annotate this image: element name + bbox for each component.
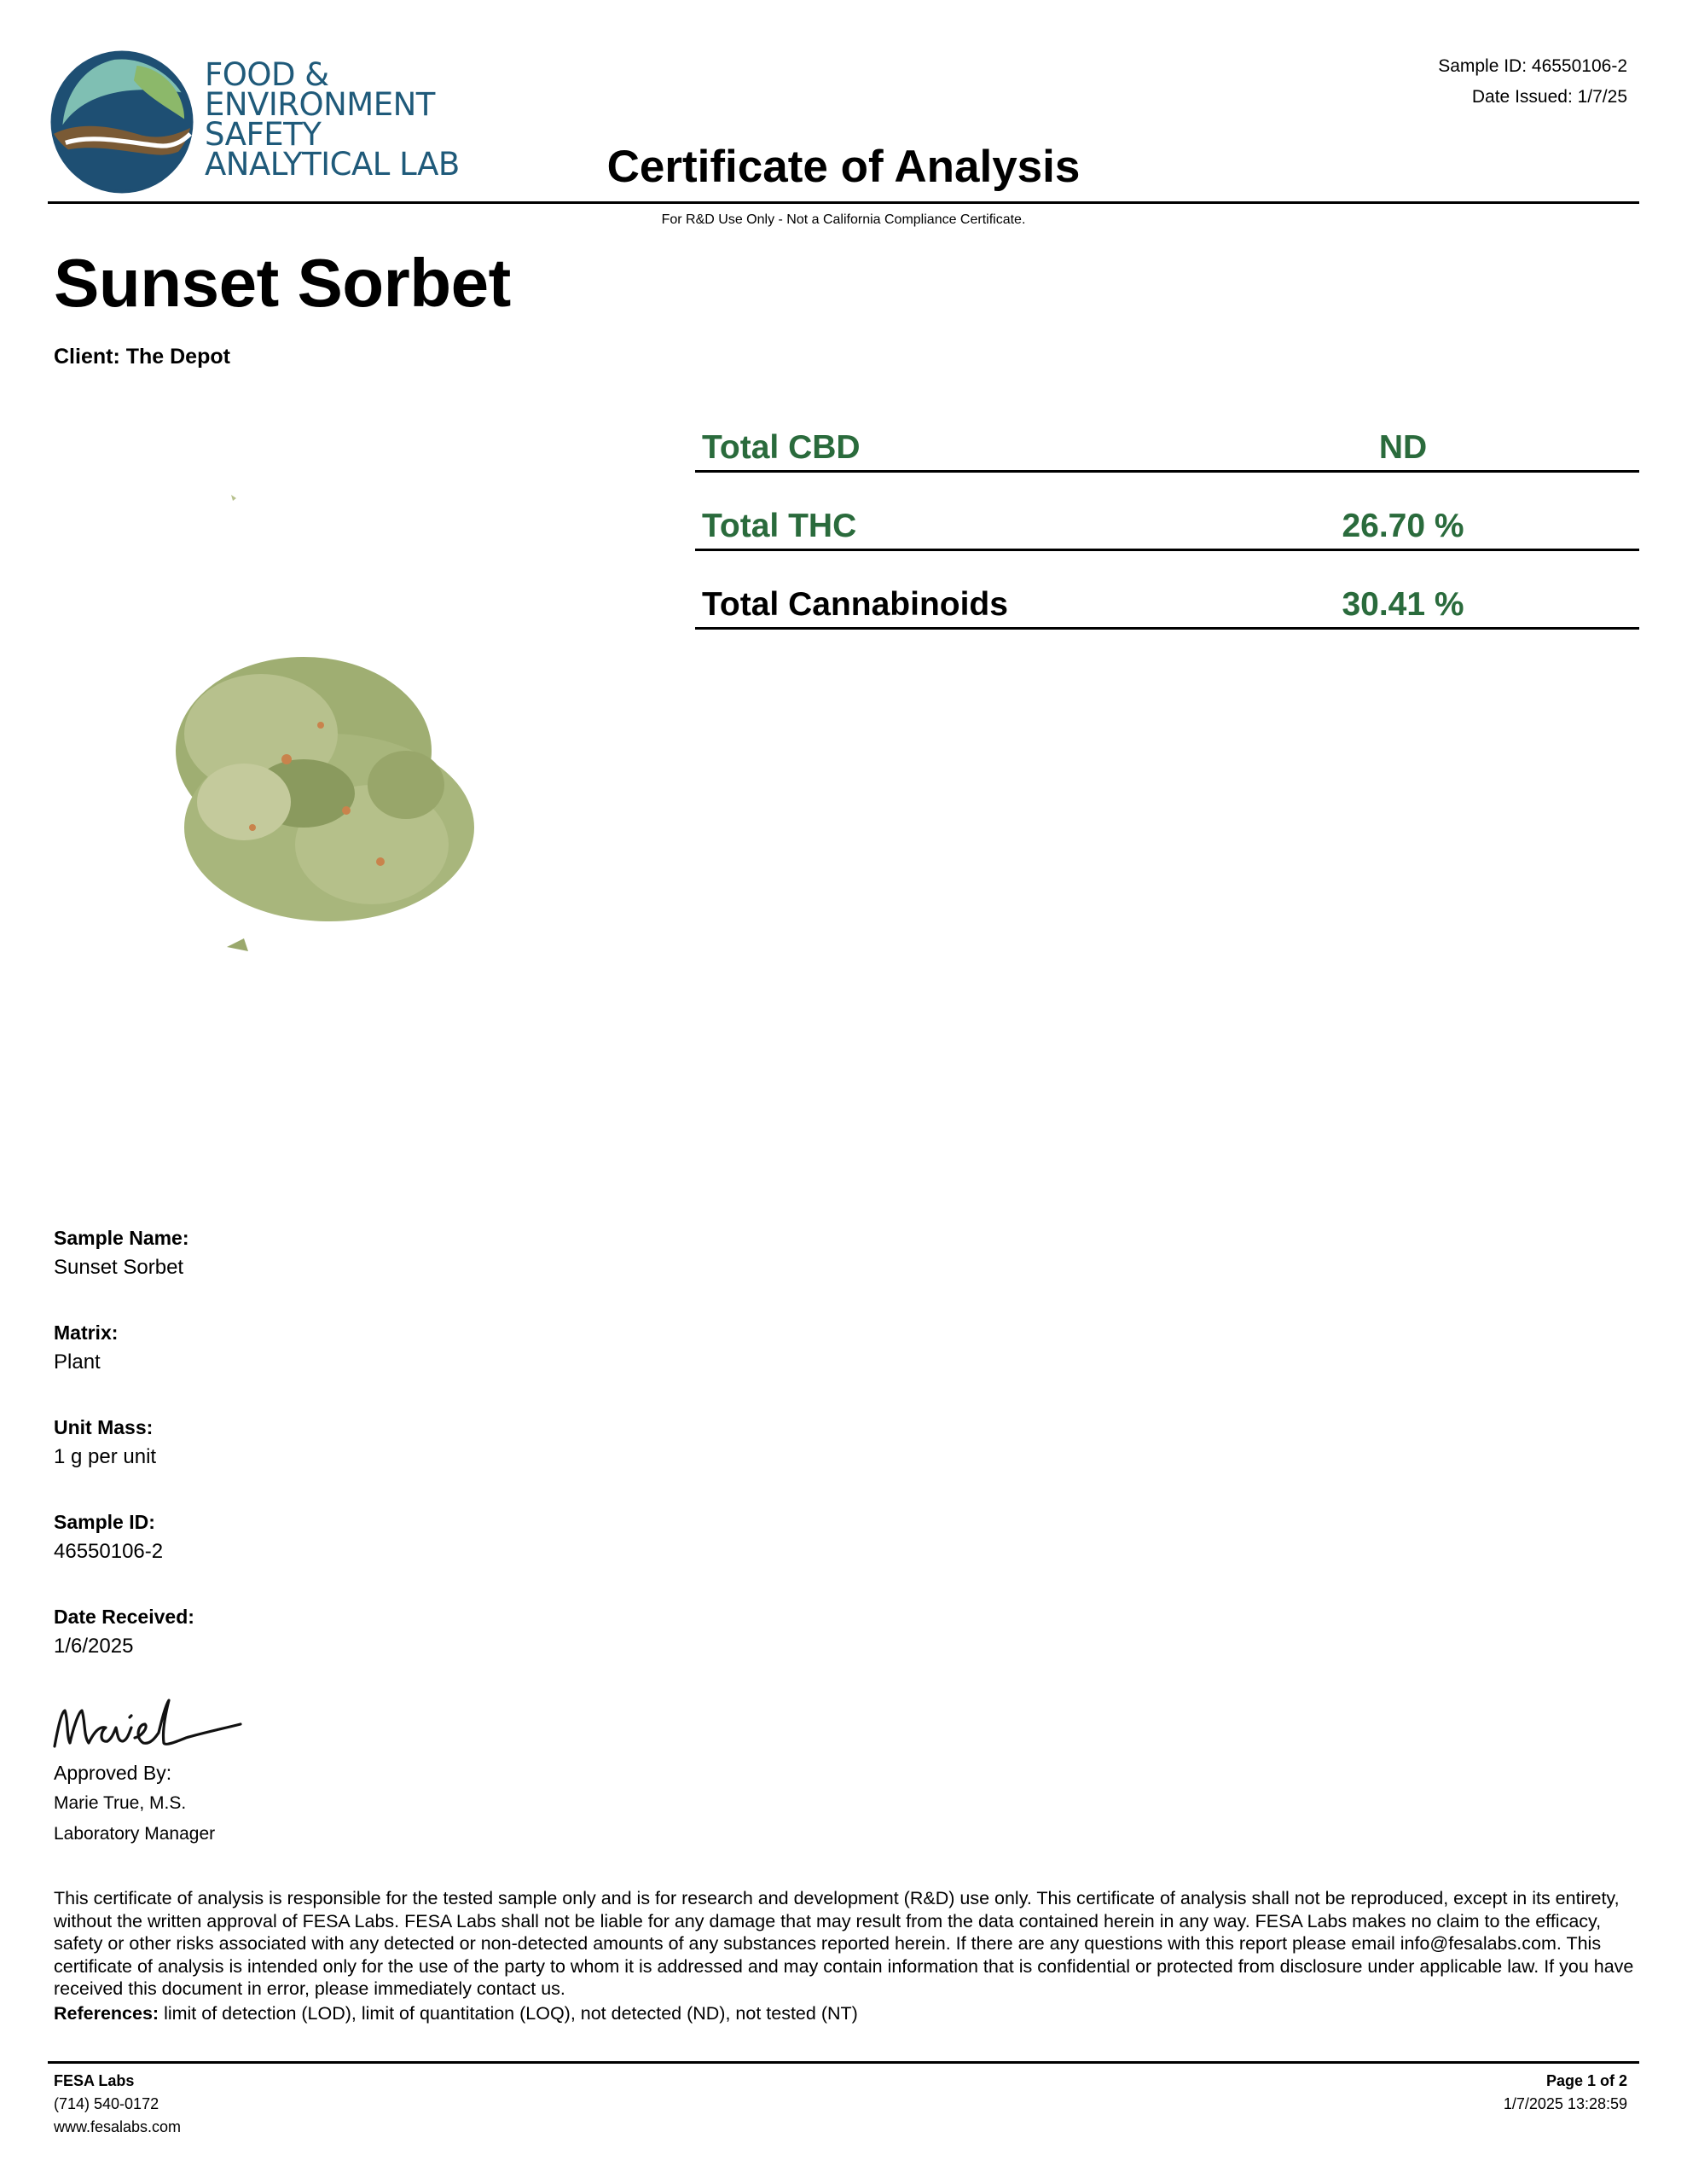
client-line: Client: The Depot xyxy=(54,345,230,369)
total-thc-label: Total THC xyxy=(702,508,857,544)
info-item xyxy=(54,1508,565,1603)
info-value: Sunset Sorbet xyxy=(54,1256,184,1279)
totals-table xyxy=(695,394,1639,630)
approver-name: Marie True, M.S. xyxy=(54,1793,187,1813)
info-label: Date Received: xyxy=(54,1606,194,1628)
totals-row xyxy=(695,473,1639,551)
disclaimer-text: This certificate of analysis is responsible for the tested sample only and is for research and development (R&D) use only. This certificate of analysis shall not be reproduced, except in its entirety, without the written approval of FESA Labs. FESA Labs shall not be liable for any damage that may result from the data contained herein in any way. FESA Labs makes no claim to the efficacy, safety or other risks associated with any detected or non-detected amounts of any substances reported herein. If there are any questions with this report please email info@fesalabs.com. This certificate of analysis is intended only for the use of the party to whom it is addressed and may contain information that is confidential or protected from disclosure under applicable law. If you have received this document in error, please immediately contact us. xyxy=(54,1888,1634,1999)
references-text: limit of detection (LOD), limit of quantitation (LOQ), not detected (ND), not tested (NT) xyxy=(159,2003,858,2024)
total-cannabinoids-value: 30.41 % xyxy=(1342,586,1464,623)
totals-row xyxy=(695,394,1639,473)
info-item xyxy=(54,1224,565,1319)
footer-company: FESA Labs xyxy=(54,2072,135,2089)
header-divider xyxy=(48,201,1639,204)
approver-role: Laboratory Manager xyxy=(54,1824,216,1844)
info-label: Matrix: xyxy=(54,1321,119,1344)
sample-title: Sunset Sorbet xyxy=(54,245,511,321)
totals-row xyxy=(695,551,1639,630)
info-value: 46550106-2 xyxy=(54,1540,164,1563)
approval-block xyxy=(54,1757,215,1850)
header-date-issued: Date Issued: 1/7/25 xyxy=(1471,87,1627,107)
info-label: Sample ID: xyxy=(54,1511,155,1533)
logo-line: ENVIRONMENT xyxy=(205,86,435,123)
footer-website[interactable]: www.fesalabs.com xyxy=(54,2118,182,2135)
footer-left xyxy=(54,2070,181,2139)
sample-info xyxy=(54,1224,565,1698)
header-sample-id: Sample ID: 46550106-2 xyxy=(1438,56,1627,76)
logo-line: SAFETY xyxy=(205,116,322,153)
footer-right xyxy=(1504,2070,1627,2116)
footer-timestamp: 1/7/2025 13:28:59 xyxy=(1503,2095,1627,2112)
total-cbd-value: ND xyxy=(1378,429,1428,466)
total-cbd-label: Total CBD xyxy=(702,429,861,466)
cannabis-bud-photo xyxy=(48,401,594,1169)
info-value: Plant xyxy=(54,1350,101,1374)
document-title: Certificate of Analysis xyxy=(606,142,1081,192)
info-value: 1/6/2025 xyxy=(54,1635,134,1658)
info-item xyxy=(54,1603,565,1698)
info-value: 1 g per unit xyxy=(54,1445,157,1468)
references-label: References: xyxy=(54,2003,159,2024)
references-line xyxy=(54,2003,858,2024)
info-label: Unit Mass: xyxy=(54,1416,154,1438)
footer-divider xyxy=(48,2061,1639,2064)
info-item xyxy=(54,1414,565,1508)
approved-by-label: Approved By: xyxy=(54,1762,172,1784)
header-note: For R&D Use Only - Not a California Compliance Certificate. xyxy=(661,212,1026,227)
total-cannabinoids-label: Total Cannabinoids xyxy=(702,586,1008,623)
footer-page-number: Page 1 of 2 xyxy=(1545,2072,1627,2089)
info-label: Sample Name: xyxy=(54,1227,189,1249)
logo-line: ANALYTICAL LAB xyxy=(205,146,460,183)
footer-phone: (714) 540-0172 xyxy=(54,2095,159,2112)
logo-line: FOOD & xyxy=(205,56,329,93)
total-thc-value: 26.70 % xyxy=(1342,508,1464,544)
signature-image xyxy=(49,1693,254,1753)
info-item xyxy=(54,1319,565,1414)
header-meta xyxy=(1438,51,1627,113)
